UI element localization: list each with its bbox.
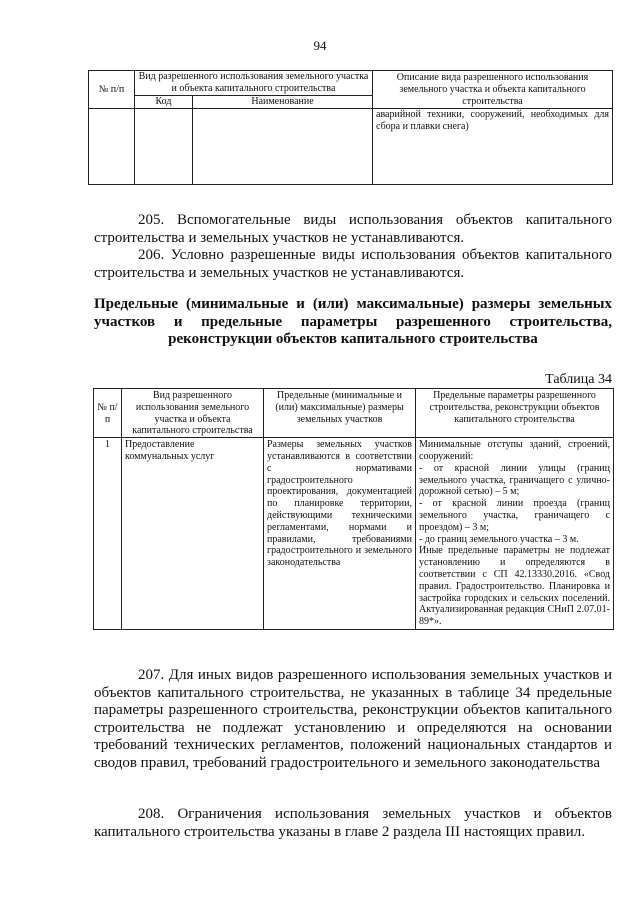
- params-line-5: Иные предельные параметры не подлежат установлению и определяются в соответствии с СП 42.13330.2016. «Свод правил. Градостроительство. Планировка и застройка городских и сельских поселений. Актуализированная редакция СНиП 2.07.01-89*».: [419, 545, 610, 628]
- t34-header-number: № п/п: [94, 389, 122, 438]
- cell-number: [89, 109, 135, 185]
- t34-header-params: Предельные параметры разрешенного строительства, реконструкции объектов капитального строительства: [416, 389, 614, 438]
- t34-cell-number: 1: [94, 438, 122, 630]
- cell-name: [193, 109, 373, 185]
- table-row: [94, 438, 614, 630]
- params-line-4: - до границ земельного участка – 3 м.: [419, 533, 579, 545]
- section-heading: Предельные (минимальные и (или) максимальные) размеры земельных участков и предельные параметры разрешенного строительства, реконструкции объектов капитального строительства: [94, 296, 612, 347]
- table-34: [93, 388, 614, 630]
- col-header-code: Код: [135, 96, 193, 109]
- t34-header-use: Вид разрешенного использования земельного участка и объекта капитального строительства: [122, 389, 264, 438]
- col-header-name: Наименование: [193, 96, 373, 109]
- table-caption: Таблица 34: [545, 372, 612, 387]
- paragraph-208: 208. Ограничения использования земельных участков и объектов капитального строительства указаны в главе 2 раздела III настоящих правил.: [94, 806, 612, 840]
- cell-code: [135, 109, 193, 185]
- page-number: 94: [313, 38, 327, 53]
- col-header-description: Описание вида разрешенного использования земельного участка и объекта капитального строительства: [373, 71, 613, 109]
- t34-cell-sizes: Размеры земельных участков устанавливаются в соответствии с нормативами градостроительного проектирования, документацией по планировке территории, действующими техническими регламентами, нормами и правилами, требованиями градостроительного и земельного законодательства: [264, 438, 416, 630]
- col-header-number: № п/п: [89, 71, 135, 109]
- t34-cell-use: Предоставление коммунальных услуг: [122, 438, 264, 630]
- paragraph-206: 206. Условно разрешенные виды использования объектов капитального строительства и земельных участков не устанавливаются.: [94, 247, 612, 281]
- t34-cell-params: [416, 438, 614, 630]
- params-line-1: Минимальные отступы зданий, строений, сооружений:: [419, 439, 610, 462]
- land-use-table-continuation: [88, 70, 613, 185]
- table-row: [89, 109, 613, 185]
- params-line-3: - от красной линии проезда (границ земельного участка, граничащего с проездом) – 3 м;: [419, 498, 610, 533]
- col-header-use-group: Вид разрешенного использования земельного участка и объекта капитального строительства: [135, 71, 373, 96]
- cell-description: аварийной техники, сооружений, необходимых для сбора и плавки снега): [373, 109, 613, 185]
- paragraph-207: 207. Для иных видов разрешенного использования земельных участков и объектов капитального строительства, не указанных в таблице 34 предельные параметры разрешенного строительства, реконструкции объектов капитального строительства не подлежат установлению и определяются на основании требований технических регламентов, положений национальных стандартов и сводов правил, требований градостроительного и земельного законодательства: [94, 667, 612, 771]
- paragraph-205: 205. Вспомогательные виды использования объектов капитального строительства и земельных участков не устанавливаются.: [94, 212, 612, 246]
- params-line-2: - от красной линии улицы (границ земельного участка, граничащего с улично-дорожной сетью) – 5 м;: [419, 462, 610, 498]
- t34-header-sizes: Предельные (минимальные и (или) максимальные) размеры земельных участков: [264, 389, 416, 438]
